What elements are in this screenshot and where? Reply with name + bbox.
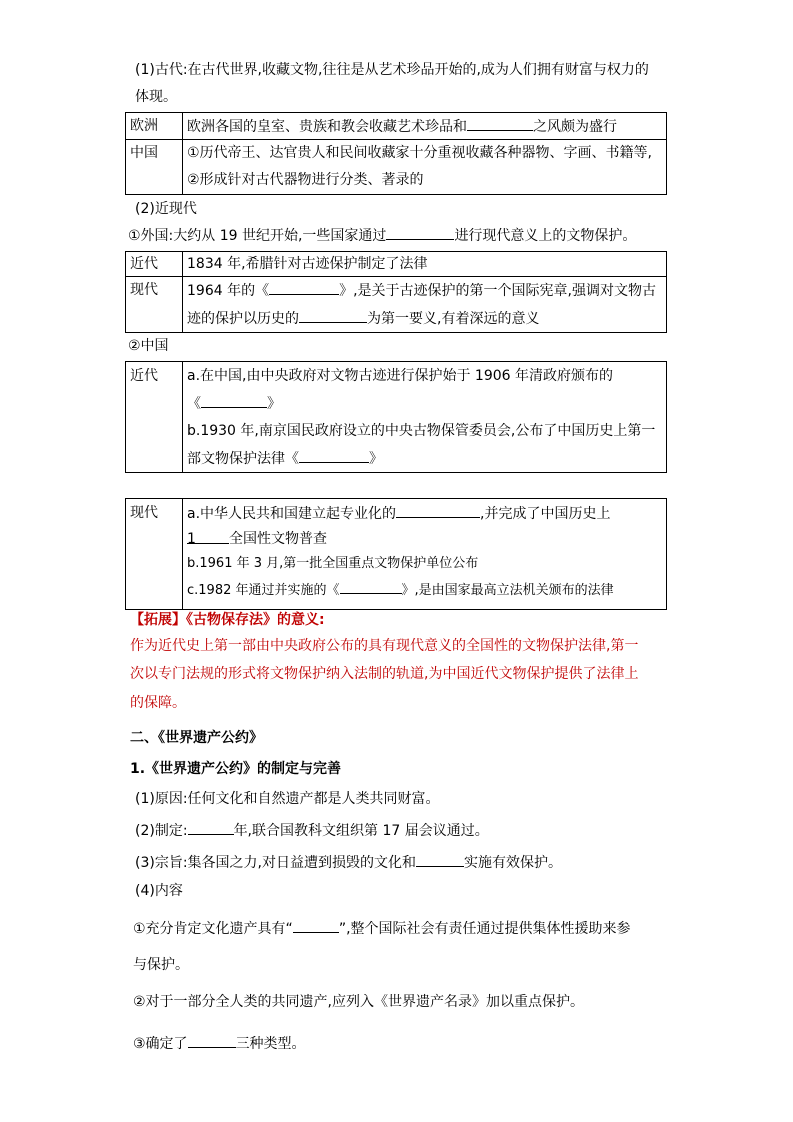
ancient-paragraph-line1: (1)古代:在古代世界,收藏文物,往往是从艺术珍品开始的,成为人们拥有财富与权力的 [135, 62, 649, 78]
foreign-table [125, 251, 667, 333]
fill-blank[interactable] [187, 529, 229, 547]
ancient-table [125, 112, 667, 195]
fill-blank[interactable] [269, 280, 339, 295]
expand-line2: 次以专门法规的形式将文物保护纳入法制的轨道,为中国近代文物保护提供了法律上 [130, 666, 639, 682]
purpose-line [135, 852, 562, 873]
row-text-charter [183, 277, 667, 333]
row-label-xiandai: 现代 [126, 277, 183, 333]
row-label-jindai: 近代 [126, 252, 183, 277]
china-line1: ①历代帝王、达官贵人和民间收藏家十分重视收藏各种器物、字画、书籍等, [187, 145, 652, 161]
reason-line: (1)原因:任何文化和自然遗产都是人类共同财富。 [135, 791, 440, 807]
qing-line1: a.在中国,由中央政府对文物古迹进行保护始于 1906 年清政府颁布的 [187, 368, 614, 384]
foreign-text-a: ①外国:大约从 19 世纪开始,一些国家通过 [128, 228, 387, 244]
nanjing-text-a: 部文物保护法律《 [187, 451, 299, 467]
made-text-b: 年,联合国教科文组织第 17 届会议通过。 [233, 823, 489, 839]
row-text-china-xiandai [183, 499, 667, 610]
row-label-china: 中国 [126, 140, 183, 195]
fill-blank[interactable] [386, 225, 454, 240]
charter-line1 [187, 280, 662, 301]
fill-blank[interactable] [299, 448, 369, 463]
nanjing-line2 [187, 448, 662, 469]
fill-blank[interactable] [340, 579, 402, 594]
table-row [126, 113, 667, 140]
china-title: ②中国 [128, 338, 169, 354]
china-contemporary-table [125, 498, 667, 610]
fill-blank[interactable] [188, 820, 234, 835]
item2-line: ②对于一部分全人类的共同遗产,应列入《世界遗产名录》加以重点保护。 [133, 994, 584, 1010]
charter-text-c: 迹的保护以历史的 [187, 311, 299, 327]
fill-blank[interactable] [396, 503, 480, 518]
fill-blank[interactable] [299, 308, 367, 323]
europe-text-b: 之风颇为盛行 [533, 119, 617, 135]
fill-blank[interactable] [293, 918, 339, 933]
row-text-greece: 1834 年,希腊针对古迹保护制定了法律 [183, 252, 667, 277]
charter-text-b: 》,是关于古迹保护的第一个国际宪章,强调对文物古 [339, 283, 656, 299]
foreign-paragraph [128, 225, 636, 246]
section2-subtitle: 1.《世界遗产公约》的制定与完善 [130, 761, 342, 777]
item1-line1 [133, 918, 631, 939]
purpose-text-a: (3)宗旨:集各国之力,对日益遭到损毁的文化和 [135, 855, 416, 871]
row-text-china-jindai [183, 362, 667, 473]
nanjing-text-b: 》 [369, 451, 383, 467]
item3-text-a: ③确定了 [133, 1036, 188, 1052]
law-text-b: 》,是由国家最高立法机关颁布的法律 [401, 583, 614, 598]
prc-line1 [187, 503, 662, 524]
purpose-text-b: 实施有效保护。 [464, 855, 562, 871]
content-title: (4)内容 [135, 883, 183, 899]
bracket-close: 》 [267, 396, 281, 412]
modern-title: (2)近现代 [135, 201, 197, 217]
row-text-china [183, 140, 667, 195]
law-text-a: c.1982 年通过并实施的《 [187, 583, 340, 598]
charter-text-a: 1964 年的《 [187, 283, 270, 299]
table-row [126, 362, 667, 473]
expand-line3: 的保障。 [130, 695, 186, 711]
row-label-xiandai-china: 现代 [126, 499, 183, 610]
law-1982-line [187, 579, 662, 601]
china-modern-table [125, 361, 667, 473]
item1-line2: 与保护。 [133, 957, 189, 973]
europe-text-a: 欧洲各国的皇室、贵族和教会收藏艺术珍品和 [187, 119, 467, 135]
china-line2: ②形成针对古代器物进行分类、著录的 [187, 172, 424, 188]
charter-line2 [187, 308, 662, 329]
made-text-a: (2)制定: [135, 823, 188, 839]
prc-line2 [187, 529, 662, 549]
item1-text-a: ①充分肯定文化遗产具有“ [133, 921, 293, 937]
fill-blank[interactable] [467, 116, 533, 131]
foreign-text-b: 进行现代意义上的文物保护。 [454, 228, 637, 244]
bracket-open: 《 [187, 396, 201, 412]
table-row [126, 252, 667, 277]
nanjing-line1: b.1930 年,南京国民政府设立的中央古物保管委员会,公布了中国历史上第一 [187, 423, 656, 439]
prc-text-a: a.中华人民共和国建立起专业化的 [187, 506, 397, 522]
list-1961-line: b.1961 年 3 月,第一批全国重点文物保护单位公布 [187, 556, 479, 571]
fill-blank[interactable] [416, 852, 464, 867]
census-text: 全国性文物普查 [229, 531, 327, 547]
row-text-europe [183, 113, 667, 140]
qing-line2 [187, 393, 662, 414]
expand-line1: 作为近代史上第一部由中央政府公布的具有现代意义的全国性的文物保护法律,第一 [130, 638, 639, 654]
expand-title: 【拓展】《古物保存法》的意义: [130, 612, 325, 628]
item3-line [133, 1033, 306, 1054]
fill-blank[interactable] [201, 393, 267, 408]
section2-title: 二、《世界遗产公约》 [130, 730, 263, 746]
row-label-jindai-china: 近代 [126, 362, 183, 473]
table-row [126, 140, 667, 195]
item1-text-b: ”,整个国际社会有责任通过提供集体性援助来参 [338, 921, 631, 937]
ancient-paragraph-line2: 体现。 [135, 89, 177, 105]
census-number: 1 [187, 531, 196, 547]
fill-blank[interactable] [188, 1033, 236, 1048]
table-row [126, 499, 667, 610]
charter-text-d: 为第一要义,有着深远的意义 [367, 311, 540, 327]
table-row [126, 277, 667, 333]
made-line [135, 820, 489, 841]
row-label-europe: 欧洲 [126, 113, 183, 140]
prc-text-b: ,并完成了中国历史上 [480, 506, 611, 522]
item3-text-b: 三种类型。 [235, 1036, 306, 1052]
